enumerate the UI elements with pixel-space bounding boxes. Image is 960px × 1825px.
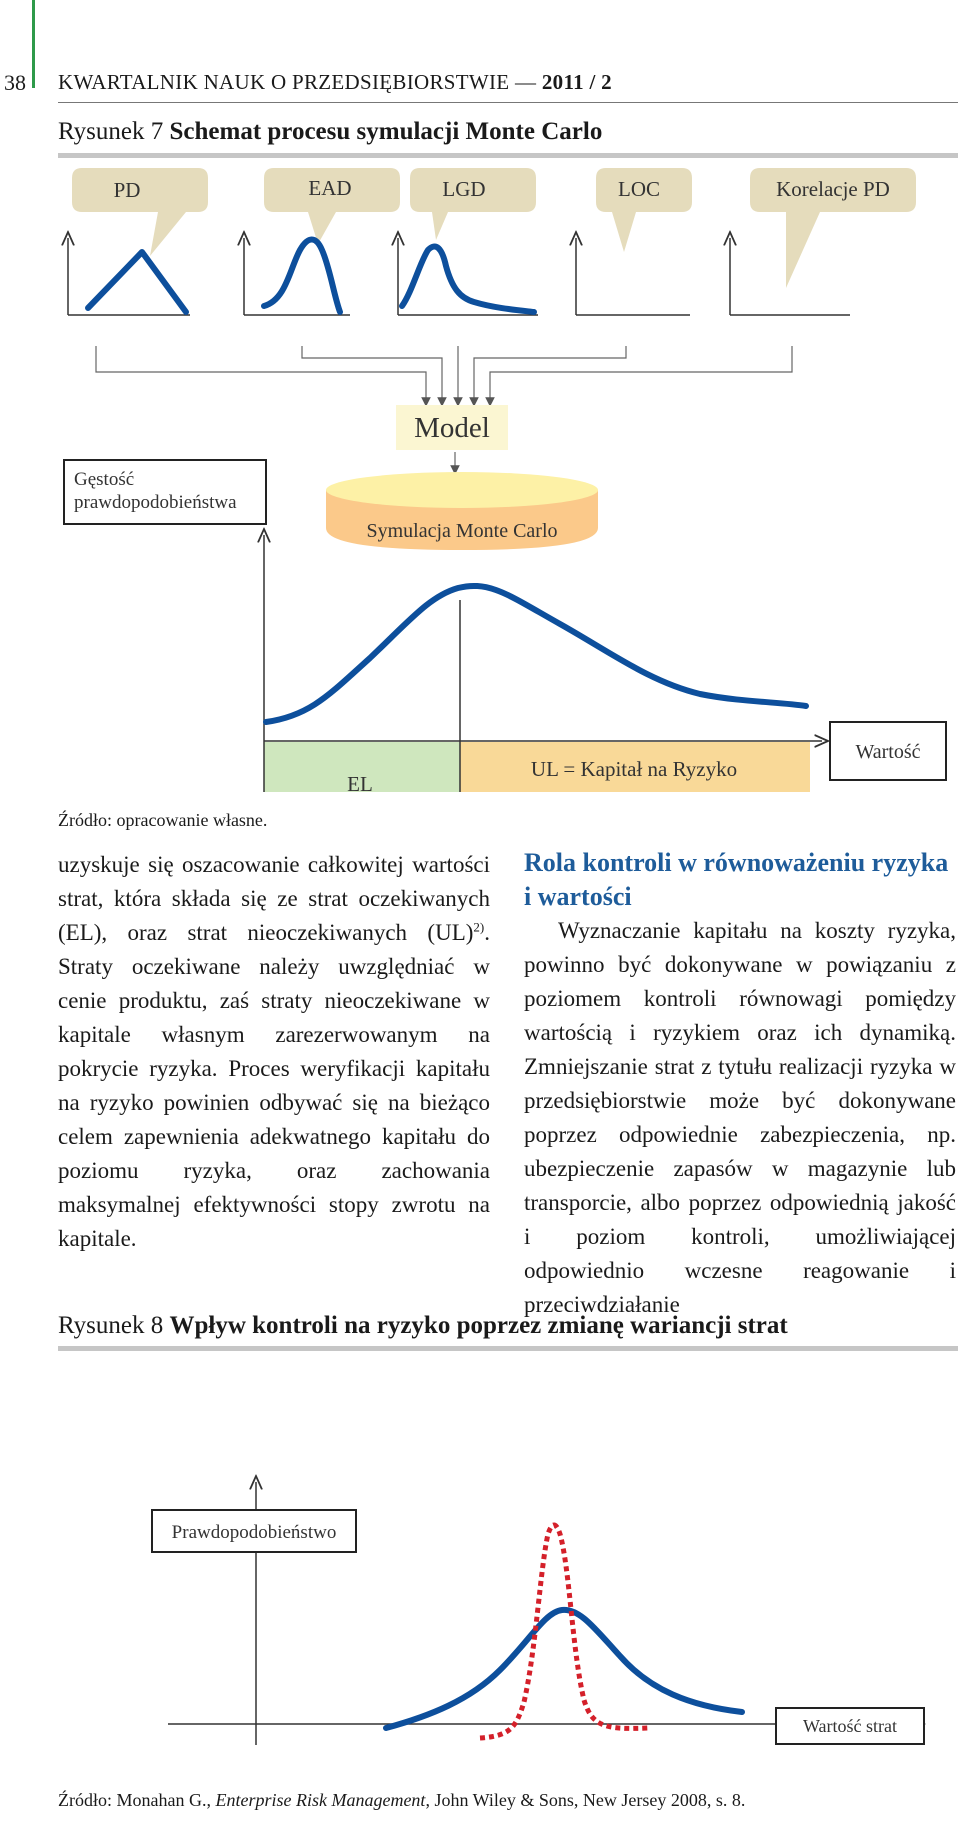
bubble-korelacje-label: Korelacje PD (776, 177, 890, 201)
bubble-ead-label: EAD (308, 176, 352, 200)
bubble-pd-label: PD (113, 178, 141, 202)
bubble-korelacje (750, 168, 916, 288)
footnote-ref: 2) (473, 919, 485, 935)
bubble-lgd-label: LGD (442, 177, 486, 201)
figure8-diagram (0, 1360, 960, 1780)
value-label: Wartość (855, 741, 921, 763)
journal-issue: 2011 / 2 (541, 70, 612, 94)
left-text-part1: uzyskuje się oszacowanie całkowitej wartości strat, która składa się ze strat oczekiwanych (EL), oraz strat nieoczekiwanych (UL) (58, 852, 490, 945)
section-heading: Rola kontroli w równoważeniu ryzyka i wartości (524, 848, 949, 911)
figure8-caption: Wpływ kontroli na ryzyko poprzez zmianę wariancji strat (169, 1312, 788, 1339)
bubble-pd (72, 168, 208, 256)
simulation-label: Symulacja Monte Carlo (366, 520, 558, 542)
figure7-label: Rysunek 7 (58, 118, 164, 145)
probability-label: Prawdopodobieństwo (171, 1522, 337, 1543)
figure7-diagram (0, 160, 960, 840)
left-column-text (58, 848, 490, 1256)
ul-label: UL = Kapitał na Ryzyko (530, 757, 738, 781)
right-text: Wyznaczanie kapitału na koszty ryzyka, powinno być dokonywane w powiązaniu z poziomem kontroli równowagi pomiędzy wartością i ryzykiem oraz ich dynamiką. Zmniejszanie strat z tytułu realizacji ryzyka w przedsiębiorstwie może być dokonywane poprzez odpowiednie zabezpieczenia, np. ubezpieczenie zapasów w magazynie lub transporcie, albo poprzez odpowiednią jakość i poziom kontroli, umożliwiającej odpowiednio wczesne reagowanie i przeciwdziałanie (524, 918, 956, 1317)
loss-distribution-curve (266, 586, 806, 722)
model-connectors (96, 346, 792, 402)
wide-distribution-curve (386, 1610, 742, 1728)
curve-pd-triangular (88, 252, 186, 312)
density-label-line1: Gęstość (74, 469, 135, 490)
page-number: 38 (4, 70, 26, 95)
bubble-loc-label: LOC (618, 177, 660, 201)
right-column-text (524, 914, 956, 1322)
figure7-caption: Schemat procesu symulacji Monte Carlo (169, 118, 603, 145)
figure8-source-suffix: , John Wiley & Sons, New Jersey 2008, s. 8. (425, 1790, 746, 1810)
figure8-title (58, 1312, 788, 1340)
figure8-source (58, 1790, 745, 1811)
curve-ead (264, 240, 340, 313)
margin-rule (32, 0, 35, 88)
journal-name: KWARTALNIK NAUK O PRZEDSIĘBIORSTWIE — (58, 70, 537, 94)
figure8-source-title: Enterprise Risk Management (215, 1790, 426, 1810)
figure8-title-rule (58, 1346, 958, 1351)
bubble-ead (264, 168, 400, 244)
narrow-distribution-curve (480, 1525, 648, 1738)
running-header (58, 70, 612, 95)
monte-carlo-cylinder (326, 472, 598, 550)
figure7-source: Źródło: opracowanie własne. (58, 810, 268, 830)
el-label: EL (347, 772, 373, 796)
figure8-source-prefix: Źródło: Monahan G., (58, 1790, 216, 1810)
density-label-line2: prawdopodobieństwa (74, 492, 237, 513)
bubble-lgd (410, 168, 536, 240)
curve-lgd (402, 247, 534, 312)
loss-value-label: Wartość strat (802, 1716, 898, 1736)
figure7-title (58, 118, 602, 146)
figure8-label: Rysunek 8 (58, 1312, 164, 1339)
small-chart-axes (68, 238, 850, 315)
model-label: Model (414, 412, 490, 444)
bubble-loc (596, 168, 692, 252)
header-rule (58, 102, 958, 103)
left-text-part2: . Straty oczekiwane należy uwzględniać w cenie produktu, zaś straty nieoczekiwane w kapitale własnym zarezerwowanym na pokrycie ryzyka. Proces weryfikacji kapitału na ryzyko powinien odbywać się na bieżąco celem zapewnienia adekwatnego kapitału do poziomu ryzyka, oraz zachowania maksymalnej efektywności stopy zwrotu na kapitale. (58, 920, 490, 1251)
figure7-title-rule (58, 153, 958, 158)
